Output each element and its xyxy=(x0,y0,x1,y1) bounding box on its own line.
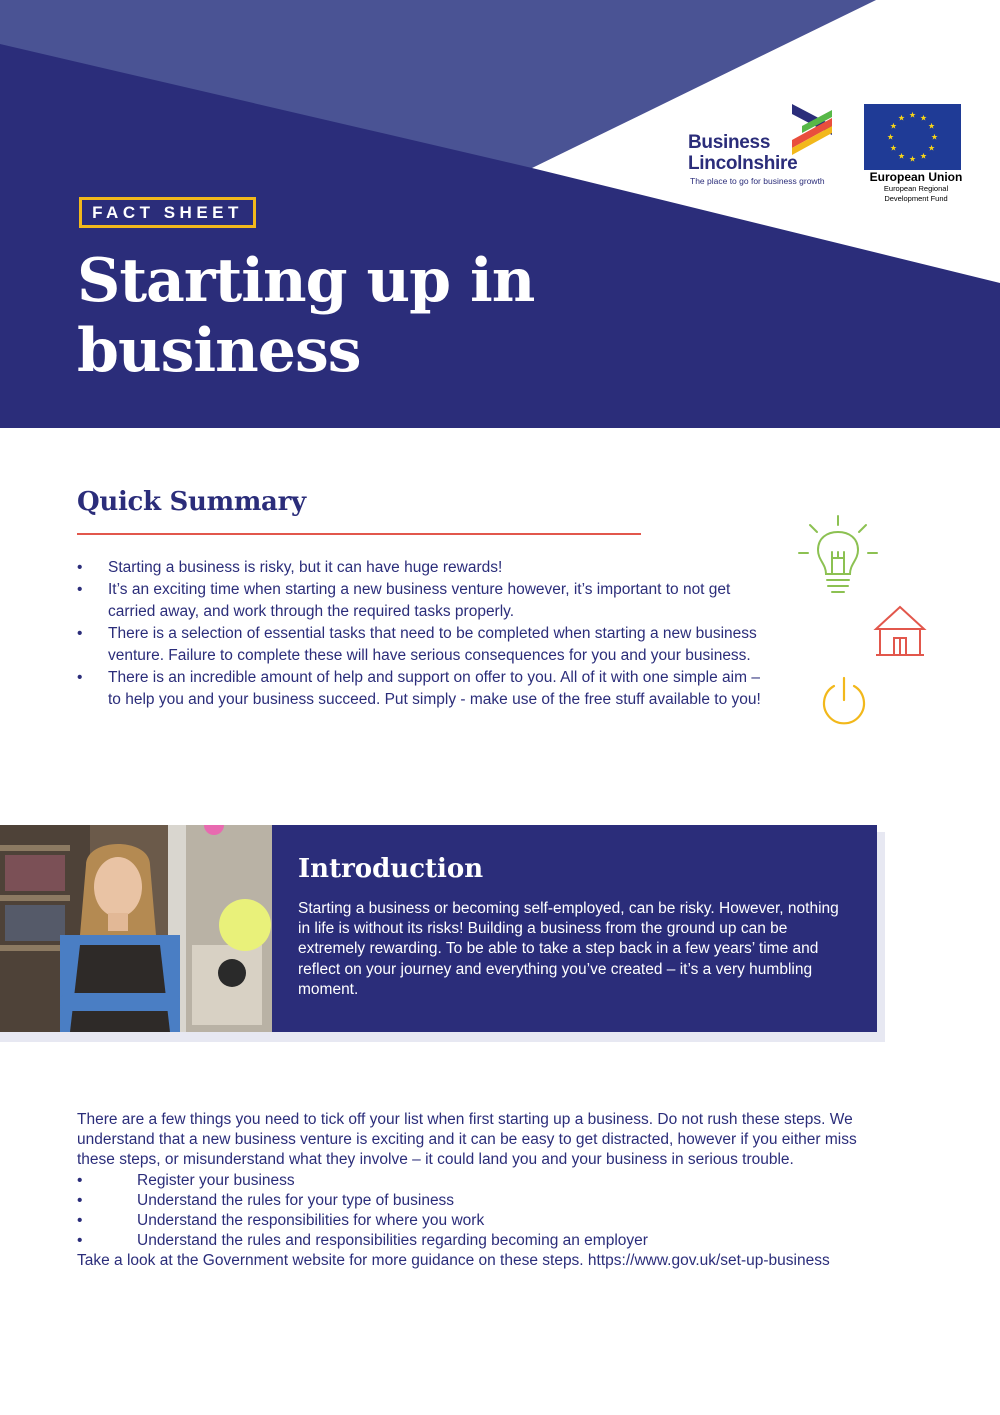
eu-logo xyxy=(864,104,968,204)
summary-list xyxy=(77,557,777,711)
list-item: • Understand the rules for your type of business xyxy=(77,1191,887,1211)
list-item: • It’s an exciting time when starting a new business venture however, it’s important to not get carried away, and work through the required tasks properly. xyxy=(77,579,777,623)
introduction-text: Starting a business or becoming self-employed, can be risky. However, nothing in life is without its risks! Building a business from the ground up can be extremely rewarding. To be able to take a step back in a few years’ time and reflect on your journey and everything you’ve created – it’s a very humbling moment. xyxy=(298,900,839,998)
page-title: Starting up in business xyxy=(77,246,535,386)
introduction-heading: Introduction xyxy=(298,854,484,884)
shop-owner-photo xyxy=(0,825,272,1032)
lightbulb-icon xyxy=(796,512,880,602)
quick-summary-heading: Quick Summary xyxy=(77,487,306,517)
list-item: • Understand the rules and responsibilities regarding becoming an employer xyxy=(77,1231,887,1251)
body-intro-paragraph: There are a few things you need to tick off your list when first starting up a business. Do not rush these steps. We understand that a new business venture is exciting and it can be easy to get distracted, however if you either miss these steps, or misunderstand what they involve – it could land you and your business in serious trouble. xyxy=(77,1111,857,1169)
body-outro-paragraph: Take a look at the Government website for more guidance on these steps. https://www.gov.uk/set-up-business xyxy=(77,1252,830,1270)
list-item: • There is an incredible amount of help and support on offer to you. All of it with one simple aim – to help you and your business succeed. Put simply - make use of the free stuff available to you! xyxy=(77,667,777,711)
logo-line-lincolnshire: Lincolnshire xyxy=(688,153,798,174)
logo-line-business: Business xyxy=(688,132,771,153)
list-item: • Starting a business is risky, but it can have huge rewards! xyxy=(77,557,777,579)
eu-subtitle-line1: European Regional xyxy=(883,184,949,193)
list-item: • Understand the responsibilities for where you work xyxy=(77,1211,887,1231)
eu-flag-icon xyxy=(864,104,961,170)
house-icon xyxy=(872,604,928,660)
eu-subtitle xyxy=(864,184,968,204)
list-item: • Register your business xyxy=(77,1171,887,1191)
steps-list xyxy=(77,1171,887,1252)
fact-sheet-badge: FACT SHEET xyxy=(79,197,256,228)
heading-divider xyxy=(77,533,641,535)
eu-title: European Union xyxy=(869,170,963,184)
photo-illustration xyxy=(0,825,272,1032)
introduction-panel xyxy=(272,825,877,1032)
logo-tagline: The place to go for business growth xyxy=(690,176,825,186)
business-lincolnshire-logo xyxy=(688,104,838,188)
list-item: • There is a selection of essential tasks that need to be completed when starting a new business venture. Failure to complete these will have serious consequences for you and your business. xyxy=(77,623,777,667)
eu-subtitle-line2: Development Fund xyxy=(884,194,948,203)
power-icon xyxy=(818,676,870,728)
header-banner xyxy=(0,0,1000,428)
body-section xyxy=(77,1110,887,1272)
